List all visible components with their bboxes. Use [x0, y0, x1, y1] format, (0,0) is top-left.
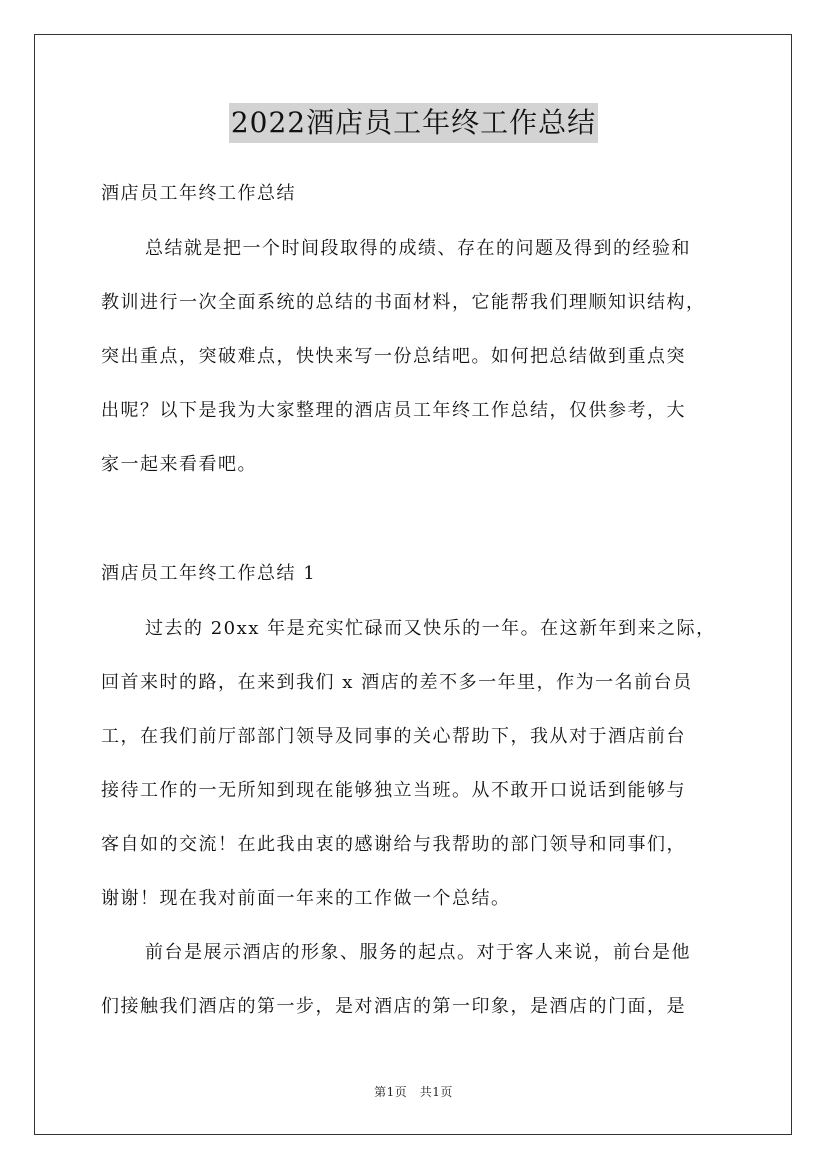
intro-line-1: 总结就是把一个时间段取得的成绩、存在的问题及得到的经验和 — [145, 238, 691, 259]
section1-para1-line-3: 工，在我们前厅部部门领导及同事的关心帮助下，我从对于酒店前台 — [101, 726, 686, 747]
section1-para2-line-1: 前台是展示酒店的形象、服务的起点。对于客人来说，前台是他 — [145, 942, 691, 963]
section1-para1-line-1: 过去的 20xx 年是充实忙碌而又快乐的一年。在这新年到来之际， — [145, 618, 716, 639]
document-title: 2022酒店员工年终工作总结 — [229, 103, 598, 143]
intro-line-3: 突出重点，突破难点，快快来写一份总结吧。如何把总结做到重点突 — [101, 346, 686, 367]
intro-line-2: 教训进行一次全面系统的总结的书面材料，它能帮我们理顺知识结构， — [101, 292, 706, 313]
section1-para1-line-6: 谢谢！现在我对前面一年来的工作做一个总结。 — [101, 888, 511, 909]
section1-para1-line-2: 回首来时的路，在来到我们 x 酒店的差不多一年里，作为一名前台员 — [101, 672, 693, 693]
section1-para2-line-2: 们接触我们酒店的第一步，是对酒店的第一印象，是酒店的门面，是 — [101, 996, 686, 1017]
intro-line-4: 出呢？以下是我为大家整理的酒店员工年终工作总结，仅供参考，大 — [101, 400, 686, 421]
page-footer: 第1页 共1页 — [374, 1085, 453, 1099]
section1-para1-line-5: 客自如的交流！在此我由衷的感谢给与我帮助的部门领导和同事们， — [101, 834, 686, 855]
intro-line-5: 家一起来看看吧。 — [101, 454, 257, 475]
title-container — [0, 103, 827, 143]
section1-para1-line-4: 接待工作的一无所知到现在能够独立当班。从不敢开口说话到能够与 — [101, 780, 686, 801]
section-heading-1: 酒店员工年终工作总结 1 — [101, 563, 317, 584]
section-heading: 酒店员工年终工作总结 — [101, 183, 296, 204]
